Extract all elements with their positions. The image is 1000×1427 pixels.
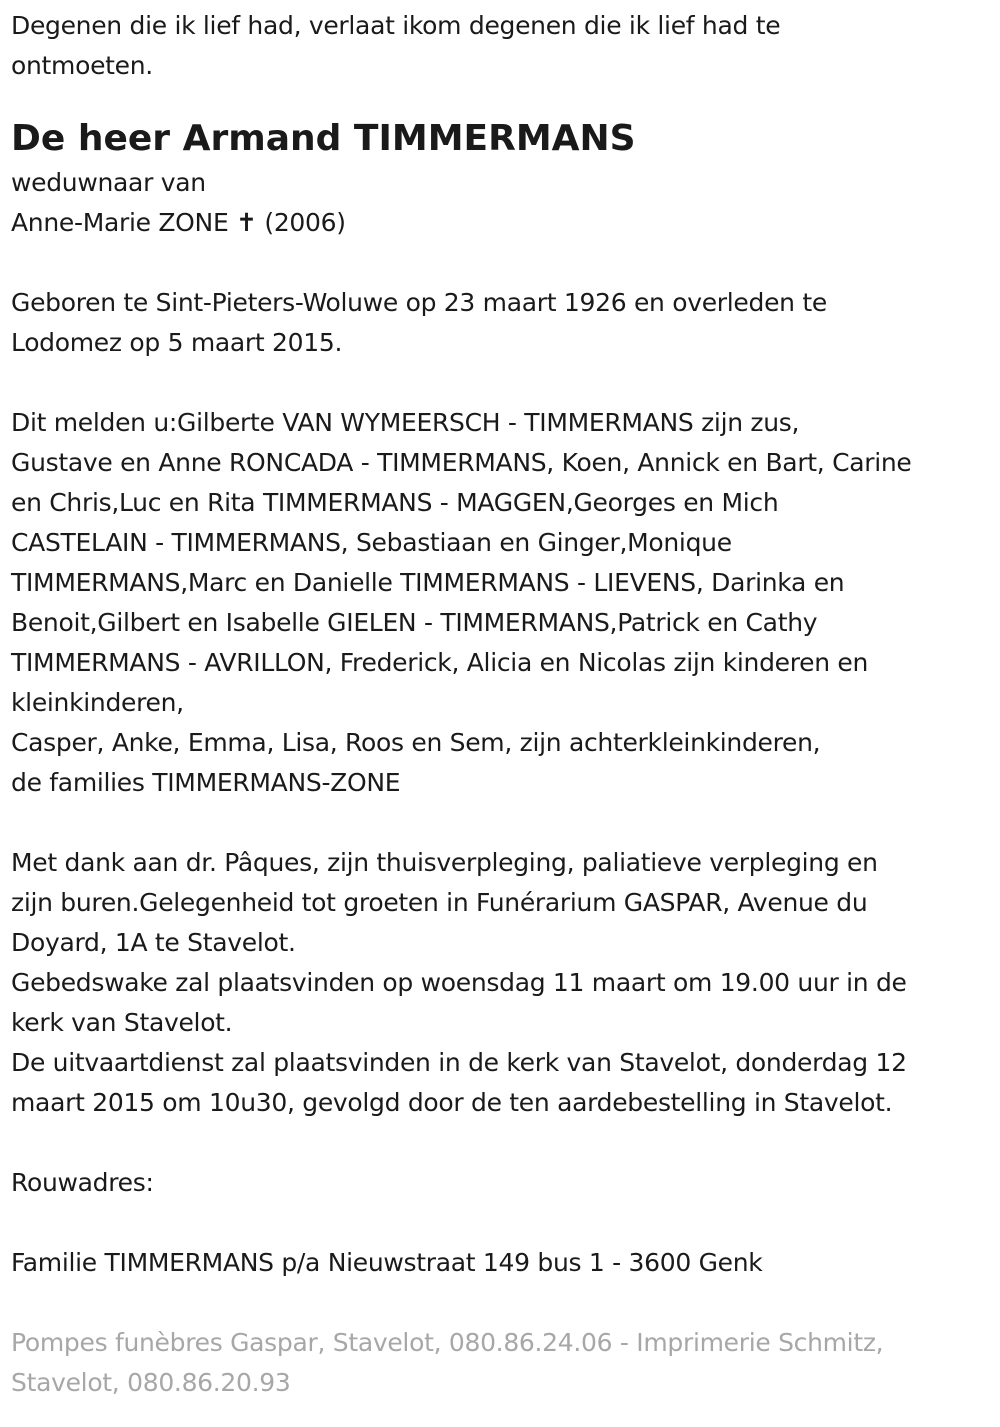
spouse-line: Anne-Marie ZONE ✝ (2006) — [11, 208, 346, 237]
mourning-address: Familie TIMMERMANS p/a Nieuwstraat 149 bus 1 - 3600 Genk — [11, 1248, 763, 1277]
family-line: CASTELAIN - TIMMERMANS, Sebastiaan en Ginger,Monique — [11, 528, 732, 557]
thanks-line: kerk van Stavelot. — [11, 1008, 233, 1037]
family-line: Benoit,Gilbert en Isabelle GIELEN - TIMMERMANS,Patrick en Cathy — [11, 608, 818, 637]
birth-death-line: Lodomez op 5 maart 2015. — [11, 328, 343, 357]
spouse-line: weduwnaar van — [11, 168, 206, 197]
deceased-name-heading: De heer Armand TIMMERMANS — [11, 118, 636, 159]
footer-line: Stavelot, 080.86.20.93 — [11, 1368, 291, 1397]
birth-death-line: Geboren te Sint-Pieters-Woluwe op 23 maart 1926 en overleden te — [11, 288, 827, 317]
thanks-line: Doyard, 1A te Stavelot. — [11, 928, 296, 957]
spacer — [11, 803, 989, 843]
spacer — [11, 363, 989, 403]
spacer — [11, 1203, 989, 1243]
opening-quote — [11, 6, 989, 86]
family-line: TIMMERMANS - AVRILLON, Frederick, Alicia en Nicolas zijn kinderen en — [11, 648, 869, 677]
spacer — [11, 243, 989, 283]
family-line: kleinkinderen, — [11, 688, 184, 717]
spacer — [11, 1283, 989, 1323]
family-line: TIMMERMANS,Marc en Danielle TIMMERMANS - LIEVENS, Darinka en — [11, 568, 845, 597]
thanks-line: zijn buren.Gelegenheid tot groeten in Funérarium GASPAR, Avenue du — [11, 888, 868, 917]
spacer — [11, 1123, 989, 1163]
family-line: en Chris,Luc en Rita TIMMERMANS - MAGGEN,Georges en Mich — [11, 488, 779, 517]
family-line: Gustave en Anne RONCADA - TIMMERMANS, Koen, Annick en Bart, Carine — [11, 448, 912, 477]
thanks-line: Gebedswake zal plaatsvinden op woensdag 11 maart om 19.00 uur in de — [11, 968, 907, 997]
quote-line: Degenen die ik lief had, verlaat ikom degenen die ik lief had te — [11, 11, 781, 40]
spouse-info — [11, 163, 989, 243]
family-line: Dit melden u:Gilberte VAN WYMEERSCH - TIMMERMANS zijn zus, — [11, 408, 800, 437]
funeral-home-footer — [11, 1323, 989, 1403]
thanks-line: maart 2015 om 10u30, gevolgd door de ten aardebestelling in Stavelot. — [11, 1088, 893, 1117]
family-line: Casper, Anke, Emma, Lisa, Roos en Sem, zijn achterkleinkinderen, — [11, 728, 821, 757]
birth-death-info — [11, 283, 989, 363]
thanks-and-service-info — [11, 843, 989, 1123]
family-announcement — [11, 403, 989, 803]
family-line: de families TIMMERMANS-ZONE — [11, 768, 401, 797]
thanks-line: Met dank aan dr. Pâques, zijn thuisverpleging, paliatieve verpleging en — [11, 848, 878, 877]
address-label: Rouwadres: — [11, 1168, 154, 1197]
quote-line: ontmoeten. — [11, 51, 153, 80]
footer-line: Pompes funèbres Gaspar, Stavelot, 080.86.24.06 - Imprimerie Schmitz, — [11, 1328, 884, 1357]
thanks-line: De uitvaartdienst zal plaatsvinden in de kerk van Stavelot, donderdag 12 — [11, 1048, 907, 1077]
